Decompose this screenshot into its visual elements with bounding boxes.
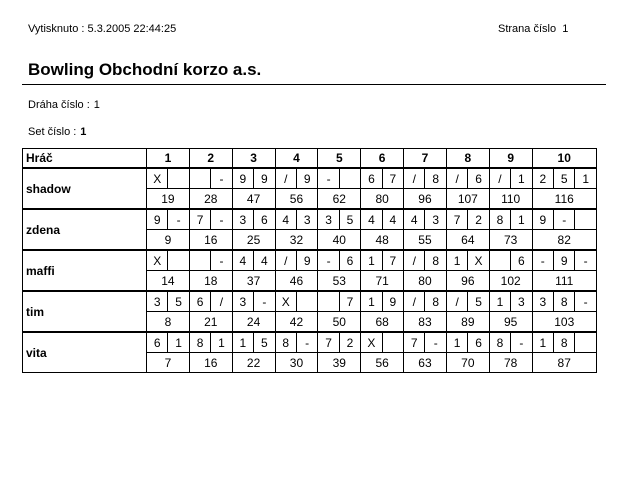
header-frame: 6 xyxy=(361,149,404,169)
roll-cell: / xyxy=(404,168,425,189)
roll-cell xyxy=(575,209,596,230)
roll-cell: 1 xyxy=(446,332,467,353)
roll-cell: 4 xyxy=(361,209,382,230)
roll-cell: 7 xyxy=(189,209,210,230)
cumulative-score: 24 xyxy=(232,312,275,333)
roll-cell: 6 xyxy=(189,291,210,312)
roll-cell: 5 xyxy=(554,168,575,189)
header-frame: 2 xyxy=(189,149,232,169)
roll-cell: 1 xyxy=(361,250,382,271)
printed-timestamp xyxy=(28,23,176,35)
cumulative-score: 18 xyxy=(189,271,232,292)
roll-cell: 8 xyxy=(554,332,575,353)
cumulative-score: 7 xyxy=(147,353,190,373)
roll-cell: 9 xyxy=(296,250,317,271)
cumulative-score: 68 xyxy=(361,312,404,333)
player-name: shadow xyxy=(23,168,147,209)
player-rolls-row xyxy=(23,168,597,189)
roll-cell: 5 xyxy=(168,291,189,312)
roll-cell: 2 xyxy=(468,209,489,230)
cumulative-score: 22 xyxy=(232,353,275,373)
roll-cell: 8 xyxy=(425,291,446,312)
cumulative-score: 48 xyxy=(361,230,404,251)
cumulative-score: 96 xyxy=(446,271,489,292)
roll-cell: 1 xyxy=(532,332,553,353)
roll-cell: 8 xyxy=(425,250,446,271)
cumulative-score: 37 xyxy=(232,271,275,292)
roll-cell: 9 xyxy=(554,250,575,271)
roll-cell: 8 xyxy=(489,332,510,353)
cumulative-score: 55 xyxy=(404,230,447,251)
roll-cell: 5 xyxy=(254,332,275,353)
header-frame: 10 xyxy=(532,149,596,169)
roll-cell: 6 xyxy=(468,168,489,189)
set-label: Set číslo : xyxy=(28,126,77,138)
cumulative-score: 47 xyxy=(232,189,275,210)
roll-cell: 4 xyxy=(382,209,403,230)
cumulative-score: 70 xyxy=(446,353,489,373)
player-name: tim xyxy=(23,291,147,332)
cumulative-score: 32 xyxy=(275,230,318,251)
roll-cell: 1 xyxy=(168,332,189,353)
player-rolls-row xyxy=(23,250,597,271)
cumulative-score: 110 xyxy=(489,189,532,210)
set-info xyxy=(28,126,86,138)
cumulative-score: 102 xyxy=(489,271,532,292)
roll-cell: 4 xyxy=(275,209,296,230)
roll-cell: - xyxy=(168,209,189,230)
roll-cell: 1 xyxy=(446,250,467,271)
cumulative-score: 95 xyxy=(489,312,532,333)
roll-cell xyxy=(168,168,189,189)
title-divider xyxy=(22,84,606,85)
roll-cell: / xyxy=(211,291,232,312)
cumulative-score: 53 xyxy=(318,271,361,292)
roll-cell: 7 xyxy=(318,332,339,353)
cumulative-score: 73 xyxy=(489,230,532,251)
roll-cell: 1 xyxy=(211,332,232,353)
roll-cell: 2 xyxy=(339,332,360,353)
roll-cell: 8 xyxy=(425,168,446,189)
roll-cell: - xyxy=(211,209,232,230)
header-frame: 3 xyxy=(232,149,275,169)
table-header-row xyxy=(23,149,597,169)
roll-cell: - xyxy=(575,291,596,312)
roll-cell: 4 xyxy=(254,250,275,271)
roll-cell: 1 xyxy=(361,291,382,312)
roll-cell: 9 xyxy=(296,168,317,189)
header-frame: 9 xyxy=(489,149,532,169)
roll-cell: 6 xyxy=(339,250,360,271)
page-number xyxy=(498,23,568,35)
cumulative-score: 16 xyxy=(189,230,232,251)
roll-cell: 3 xyxy=(511,291,532,312)
cumulative-score: 80 xyxy=(404,271,447,292)
player-rolls-row xyxy=(23,291,597,312)
cumulative-score: 8 xyxy=(147,312,190,333)
cumulative-score: 56 xyxy=(361,353,404,373)
roll-cell: 6 xyxy=(361,168,382,189)
player-name: maffi xyxy=(23,250,147,291)
roll-cell: - xyxy=(254,291,275,312)
roll-cell xyxy=(382,332,403,353)
roll-cell: 1 xyxy=(575,168,596,189)
lane-value: 1 xyxy=(93,99,100,111)
roll-cell xyxy=(575,332,596,353)
roll-cell: - xyxy=(532,250,553,271)
roll-cell xyxy=(168,250,189,271)
roll-cell: - xyxy=(318,168,339,189)
roll-cell: 7 xyxy=(339,291,360,312)
header-frame: 4 xyxy=(275,149,318,169)
roll-cell: 7 xyxy=(404,332,425,353)
player-name: vita xyxy=(23,332,147,373)
roll-cell xyxy=(489,250,510,271)
roll-cell: 9 xyxy=(232,168,253,189)
roll-cell: - xyxy=(211,250,232,271)
roll-cell: 5 xyxy=(339,209,360,230)
cumulative-score: 14 xyxy=(147,271,190,292)
cumulative-score: 96 xyxy=(404,189,447,210)
header-frame: 5 xyxy=(318,149,361,169)
roll-cell: 6 xyxy=(511,250,532,271)
roll-cell: - xyxy=(575,250,596,271)
roll-cell xyxy=(189,250,210,271)
roll-cell: 2 xyxy=(532,168,553,189)
header-player: Hráč xyxy=(23,149,147,169)
roll-cell: - xyxy=(511,332,532,353)
cumulative-score: 116 xyxy=(532,189,596,210)
roll-cell: 6 xyxy=(468,332,489,353)
roll-cell: 1 xyxy=(232,332,253,353)
roll-cell: 7 xyxy=(382,168,403,189)
report-title: Bowling Obchodní korzo a.s. xyxy=(28,60,262,79)
cumulative-score: 30 xyxy=(275,353,318,373)
roll-cell: 3 xyxy=(318,209,339,230)
set-value: 1 xyxy=(80,126,87,138)
roll-cell: / xyxy=(275,168,296,189)
roll-cell: / xyxy=(446,291,467,312)
roll-cell: / xyxy=(446,168,467,189)
roll-cell: 4 xyxy=(232,250,253,271)
roll-cell xyxy=(318,291,339,312)
roll-cell: X xyxy=(147,250,168,271)
cumulative-score: 21 xyxy=(189,312,232,333)
roll-cell: - xyxy=(211,168,232,189)
score-table xyxy=(22,148,597,373)
cumulative-score: 50 xyxy=(318,312,361,333)
roll-cell: 7 xyxy=(446,209,467,230)
printed-value: 5.3.2005 22:44:25 xyxy=(87,23,177,35)
roll-cell: / xyxy=(489,168,510,189)
cumulative-score: 16 xyxy=(189,353,232,373)
roll-cell: 8 xyxy=(554,291,575,312)
player-rolls-row xyxy=(23,332,597,353)
roll-cell: 8 xyxy=(189,332,210,353)
header-frame: 1 xyxy=(147,149,190,169)
roll-cell: 9 xyxy=(382,291,403,312)
cumulative-score: 40 xyxy=(318,230,361,251)
roll-cell: 3 xyxy=(532,291,553,312)
roll-cell: 5 xyxy=(468,291,489,312)
roll-cell xyxy=(296,291,317,312)
header-frame: 8 xyxy=(446,149,489,169)
roll-cell: X xyxy=(361,332,382,353)
roll-cell: X xyxy=(147,168,168,189)
cumulative-score: 9 xyxy=(147,230,190,251)
cumulative-score: 46 xyxy=(275,271,318,292)
cumulative-score: 107 xyxy=(446,189,489,210)
cumulative-score: 78 xyxy=(489,353,532,373)
player-name: zdena xyxy=(23,209,147,250)
roll-cell: - xyxy=(425,332,446,353)
cumulative-score: 28 xyxy=(189,189,232,210)
roll-cell: 8 xyxy=(275,332,296,353)
roll-cell: 8 xyxy=(489,209,510,230)
cumulative-score: 64 xyxy=(446,230,489,251)
roll-cell: - xyxy=(554,209,575,230)
roll-cell: 9 xyxy=(254,168,275,189)
page-value: 1 xyxy=(562,23,569,35)
lane-info xyxy=(28,99,100,111)
cumulative-score: 62 xyxy=(318,189,361,210)
roll-cell xyxy=(339,168,360,189)
roll-cell: 1 xyxy=(511,209,532,230)
roll-cell: 1 xyxy=(511,168,532,189)
cumulative-score: 89 xyxy=(446,312,489,333)
cumulative-score: 42 xyxy=(275,312,318,333)
roll-cell: X xyxy=(468,250,489,271)
lane-label: Dráha číslo : xyxy=(28,99,90,111)
roll-cell: 3 xyxy=(425,209,446,230)
cumulative-score: 82 xyxy=(532,230,596,251)
roll-cell: 3 xyxy=(296,209,317,230)
roll-cell: 6 xyxy=(254,209,275,230)
cumulative-score: 87 xyxy=(532,353,596,373)
roll-cell: 9 xyxy=(147,209,168,230)
cumulative-score: 56 xyxy=(275,189,318,210)
printed-label: Vytisknuto : xyxy=(28,23,85,35)
cumulative-score: 39 xyxy=(318,353,361,373)
roll-cell: / xyxy=(275,250,296,271)
roll-cell: 9 xyxy=(532,209,553,230)
cumulative-score: 19 xyxy=(147,189,190,210)
roll-cell xyxy=(189,168,210,189)
roll-cell: 1 xyxy=(489,291,510,312)
roll-cell: 3 xyxy=(147,291,168,312)
roll-cell: X xyxy=(275,291,296,312)
roll-cell: 4 xyxy=(404,209,425,230)
player-rolls-row xyxy=(23,209,597,230)
cumulative-score: 103 xyxy=(532,312,596,333)
roll-cell: / xyxy=(404,250,425,271)
page-label: Strana číslo xyxy=(498,23,557,35)
roll-cell: - xyxy=(296,332,317,353)
roll-cell: 7 xyxy=(382,250,403,271)
cumulative-score: 111 xyxy=(532,271,596,292)
cumulative-score: 71 xyxy=(361,271,404,292)
cumulative-score: 63 xyxy=(404,353,447,373)
roll-cell: 6 xyxy=(147,332,168,353)
roll-cell: - xyxy=(318,250,339,271)
cumulative-score: 25 xyxy=(232,230,275,251)
cumulative-score: 80 xyxy=(361,189,404,210)
roll-cell: 3 xyxy=(232,209,253,230)
roll-cell: 3 xyxy=(232,291,253,312)
cumulative-score: 83 xyxy=(404,312,447,333)
header-frame: 7 xyxy=(404,149,447,169)
roll-cell: / xyxy=(404,291,425,312)
